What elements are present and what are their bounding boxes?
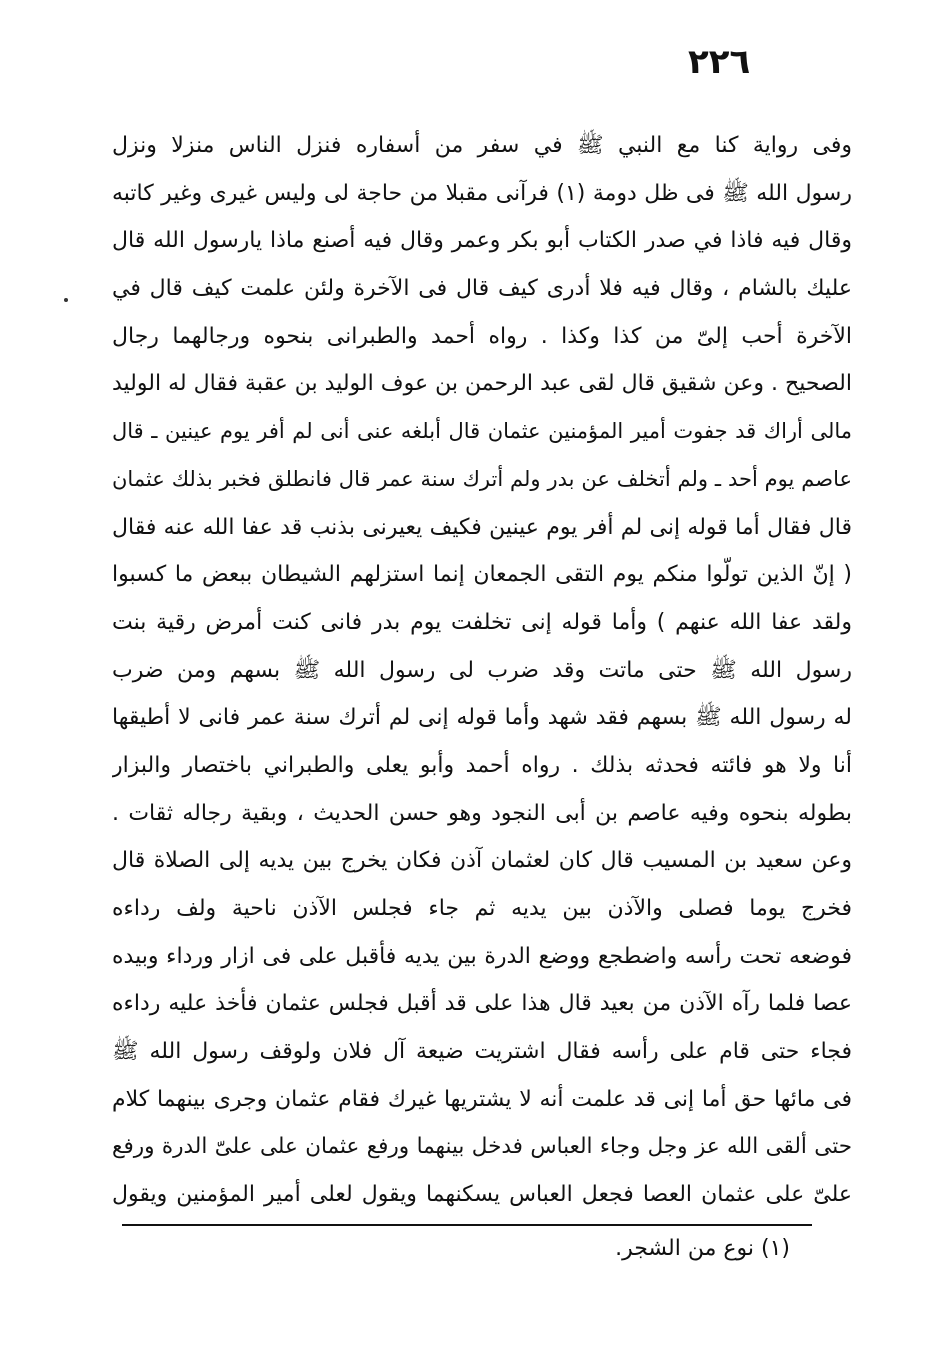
- text-line: بطوله بنحوه وفيه عاصم بن أبى النجود وهو حسن الحديث ، وبقية رجاله ثقات .: [112, 800, 852, 826]
- footnote: (١) نوع من الشجر.: [615, 1236, 790, 1261]
- text-line: فوضعه تحت رأسه واضطجع ووضع الدرة بين يديه فأقبل على فى ازار ورداء وبيده: [112, 943, 852, 969]
- page-number: ٢٢٦: [688, 42, 751, 82]
- text-line: عصا فلما رآه الآذن من بعيد قال هذا على قد أقبل فجلس عثمان فأخذ عليه رداءه: [112, 991, 852, 1017]
- text-line: فخرج يوما فصلى والآذن بين يديه ثم جاء فجلس الآذن ناحية ولف رداءه: [112, 896, 852, 921]
- text-line: رسول الله ﷺ حتى ماتت وقد ضرب لى رسول الله ﷺ بسهم ومن ضرب: [112, 657, 852, 683]
- text-line: وفى رواية كنا مع النبي ﷺ في سفر من أسفاره فنزل الناس منزلا ونزل: [112, 133, 852, 158]
- text-line: ( إنّ الذين تولّوا منكم يوم التقى الجمعان إنما استزلهم الشيطان ببعض ما كسبوا: [112, 562, 852, 588]
- text-line: فجاء حتى قام على رأسه فقال اشتريت ضيعة آل فلان ولوقف رسول الله ﷺ: [112, 1039, 852, 1065]
- main-text: [112, 122, 852, 1219]
- text-line: وعن سعيد بن المسيب قال كان لعثمان آذن فكان يخرج بين يديه إلى الصلاة قال: [112, 848, 852, 874]
- text-line: ولقد عفا الله عنهم ) وأما قوله إنى تخلفت يوم بدر فانى كنت أمرض رقية بنت: [112, 609, 852, 635]
- text-line: فى مائها حق أما إنى قد علمت أنه لا يشتريها غيرك فقام عثمان وجرى بينهما كلام: [112, 1086, 852, 1112]
- text-line: عليك بالشام ، وقال فيه فلا أدرى كيف قال فى الآخرة ولئن علمت كيف قال في: [112, 276, 852, 302]
- text-line: الآخرة أحب إلىّ من كذا وكذا . رواه أحمد والطبرانى بنحوه ورجالهما رجال: [112, 323, 852, 349]
- text-line: أنا ولا هو فائته فحدثه بذلك . رواه أحمد وأبو يعلى والطبراني باختصار والبزار: [112, 752, 852, 778]
- text-line: عاصم يوم أحد ـ ولم أتخلف عن بدر ولم أترك سنة عمر قال فانطلق فخبر بذلك عثمان: [112, 466, 852, 491]
- text-line: رسول الله ﷺ فى ظل دومة (١) فرآنى مقبلا من حاجة لى وليس غيرى وغير كاتبه: [112, 180, 852, 206]
- text-line: وقال فيه فاذا في صدر الكتاب أبو بكر وعمر وقال فيه أصنع ماذا يارسول الله قال: [112, 228, 852, 254]
- text-line: قال فقال أما قوله إنى لم أفر يوم عينين فكيف يعيرنى بذنب قد عفا الله عنه فقال: [112, 514, 852, 540]
- text-line: مالى أراك قد جفوت أمير المؤمنين عثمان قال أبلغه عنى أنى لم أفر يوم عينين ـ قال: [112, 419, 852, 444]
- text-line: الصحيح . وعن شقيق قال لقى عبد الرحمن بن عوف الوليد بن عقبة فقال له الوليد: [112, 371, 852, 397]
- text-line: حتى ألقى الله عز وجل وجاء العباس فدخل بينهما ورفع عثمان على علىّ الدرة ورفع: [112, 1134, 852, 1160]
- text-line: له رسول الله ﷺ بسهم فقد شهد وأما قوله إنى لم أترك سنة عمر فانى لا أطيقها: [112, 705, 852, 731]
- text-line: علىّ على عثمان العصا فجعل العباس يسكنهما ويقول لعلى أمير المؤمنين ويقول: [112, 1182, 852, 1208]
- mark-dot: [64, 298, 68, 302]
- footnote-rule: [122, 1224, 812, 1226]
